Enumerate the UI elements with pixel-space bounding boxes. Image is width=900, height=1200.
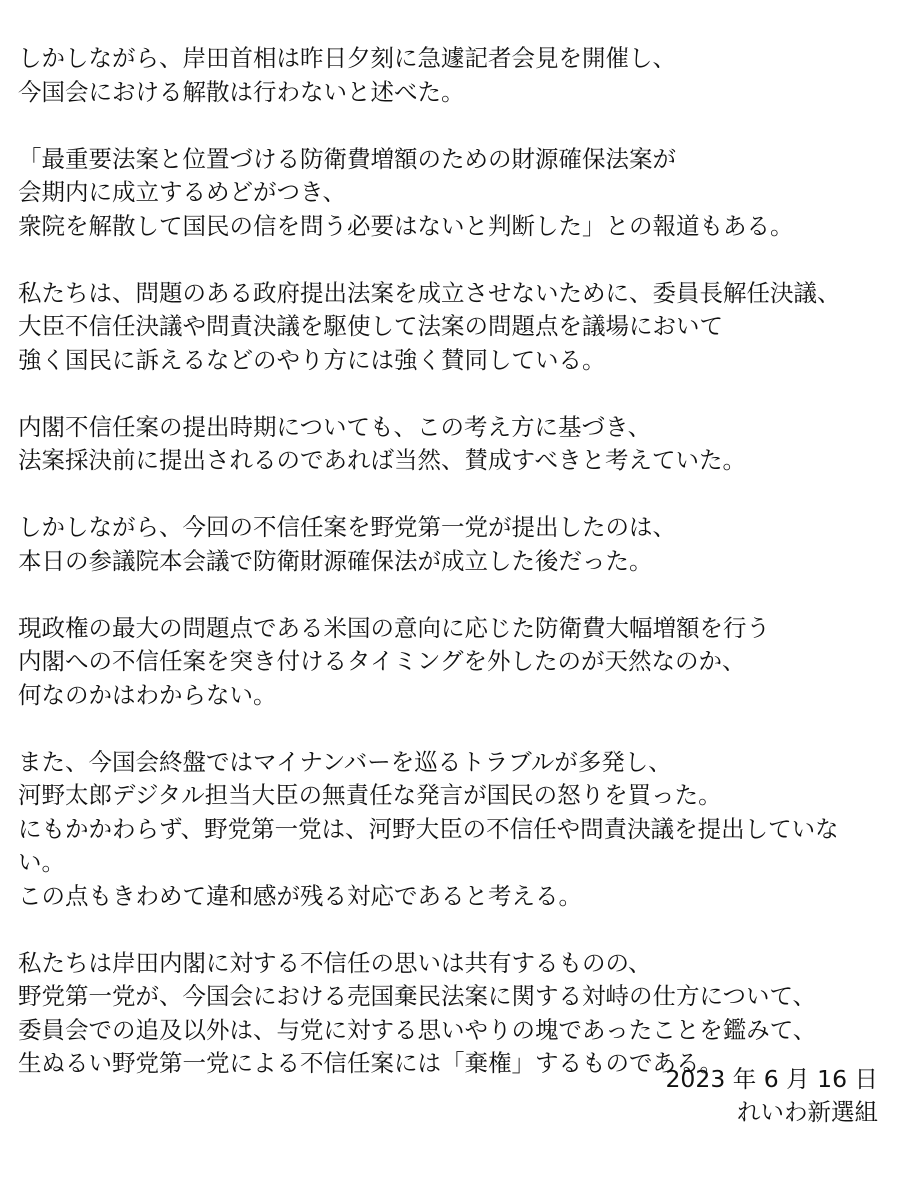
- statement-body: [18, 42, 890, 1081]
- paragraph-1: [18, 42, 890, 109]
- text-line: しかしながら、今回の不信任案を野党第一党が提出したのは、: [18, 513, 676, 541]
- text-line: 私たちは岸田内閣に対する不信任の思いは共有するものの、: [18, 948, 652, 977]
- text-line: また、今国会終盤ではマイナンバーを巡るトラブルが多発し、: [18, 747, 672, 776]
- text-line: 河野太郎デジタル担当大臣の無責任な発言が国民の怒りを買った。: [18, 781, 722, 809]
- text-line: 衆院を解散して国民の信を問う必要はないと判断した」との報道もある。: [18, 211, 794, 240]
- text-line: 私たちは、問題のある政府提出法案を成立させないために、委員長解任決議、: [18, 278, 841, 307]
- text-line: 現政権の最大の問題点である米国の意向に応じた防衛費大幅増額を行う: [18, 613, 770, 642]
- text-line: 大臣不信任決議や問責決議を駆使して法案の問題点を議場において: [18, 312, 723, 340]
- paragraph-spacer: [18, 478, 890, 512]
- text-line: 「最重要法案と位置づける防衛費増額のための財源確保法案が: [18, 144, 676, 173]
- signature-block: [665, 1063, 878, 1129]
- paragraph-8: [18, 947, 890, 1081]
- text-line: 強く国民に訴えるなどのやり方には強く賛同している。: [18, 345, 606, 374]
- paragraph-6: [18, 612, 890, 713]
- text-line: 野党第一党が、今国会における売国棄民法案に関する対峙の仕方について、: [18, 982, 817, 1010]
- text-line: 本日の参議院本会議で防衛財源確保法が成立した後だった。: [18, 546, 653, 575]
- paragraph-2: [18, 143, 890, 244]
- text-line: この点もきわめて違和感が残る対応であると考える。: [18, 881, 582, 910]
- text-line: い。: [18, 848, 65, 876]
- paragraph-4: [18, 411, 890, 478]
- text-line: 内閣への不信任案を突き付けるタイミングを外したのが天然なのか、: [18, 647, 746, 675]
- signature-date: 2023 年 6 月 16 日: [665, 1065, 878, 1093]
- text-line: 内閣不信任案の提出時期についても、この考え方に基づき、: [18, 412, 652, 441]
- paragraph-3: [18, 277, 890, 378]
- paragraph-spacer: [18, 109, 890, 143]
- paragraph-spacer: [18, 913, 890, 947]
- paragraph-spacer: [18, 243, 890, 277]
- text-line: 法案採決前に提出されるのであれば当然、賛成すべきと考えていた。: [18, 446, 747, 474]
- text-line: 何なのかはわからない。: [18, 680, 277, 709]
- paragraph-spacer: [18, 712, 890, 746]
- paragraph-spacer: [18, 578, 890, 612]
- signature-org: れいわ新選組: [737, 1098, 878, 1126]
- text-line: にもかかわらず、野党第一党は、河野大臣の不信任や問責決議を提出していな: [18, 814, 839, 843]
- text-line: 今国会における解散は行わないと述べた。: [18, 77, 465, 106]
- text-line: しかしながら、岸田首相は昨日夕刻に急遽記者会見を開催し、: [18, 44, 676, 72]
- paragraph-5: [18, 511, 890, 578]
- paragraph-spacer: [18, 377, 890, 411]
- text-line: 会期内に成立するめどがつき、: [18, 178, 347, 206]
- text-line: 生ぬるい野党第一党による不信任案には「棄権」するものである。: [18, 1049, 723, 1077]
- text-line: 委員会での追及以外は、与党に対する思いやりの塊であったことを鑑みて、: [18, 1015, 817, 1044]
- paragraph-7: [18, 746, 890, 914]
